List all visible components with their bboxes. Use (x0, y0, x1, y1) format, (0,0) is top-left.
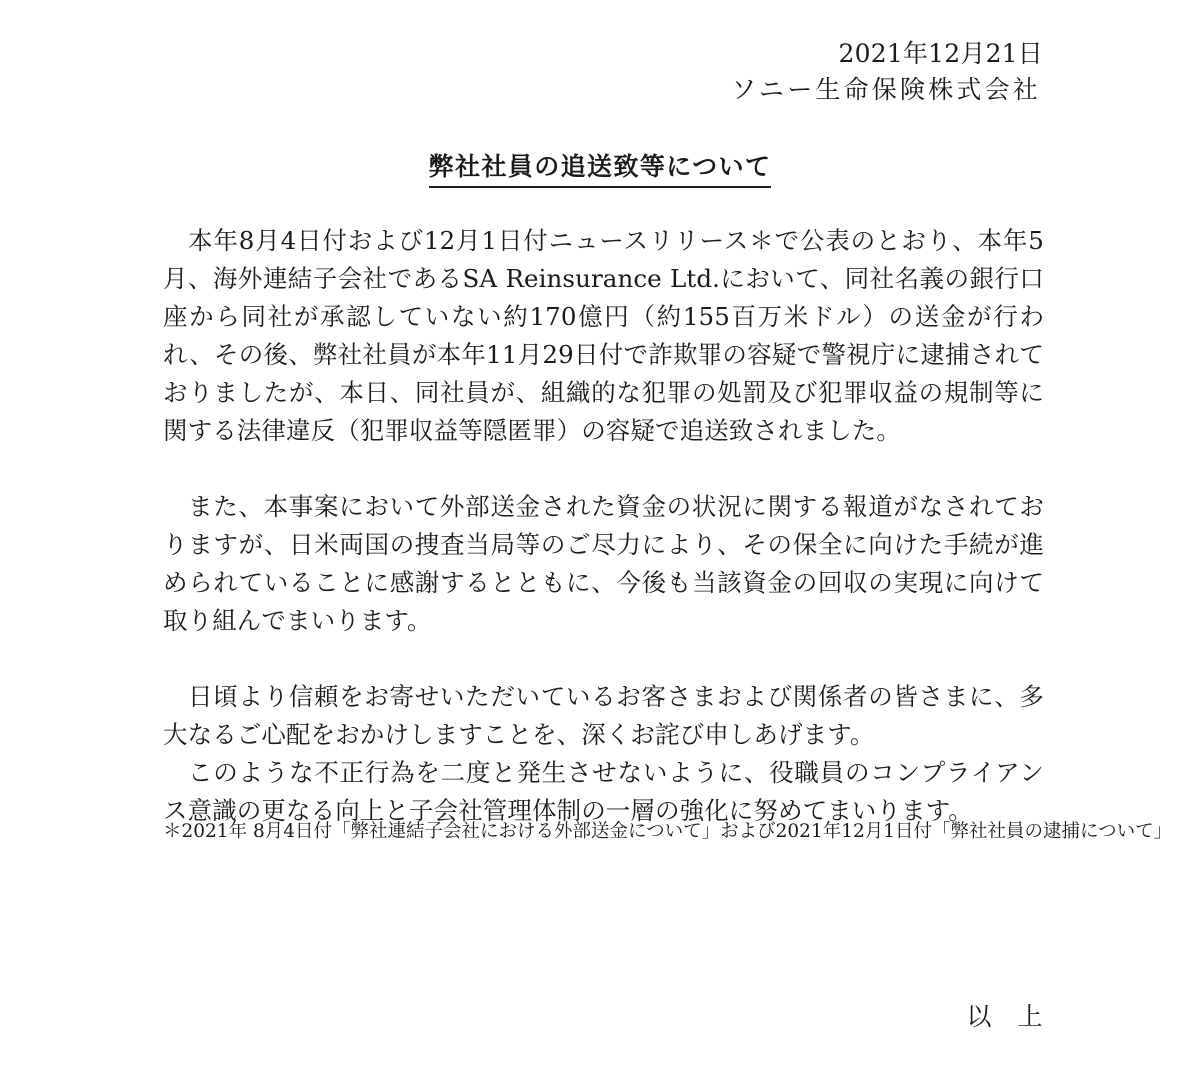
closing-mark: 以 上 (966, 1002, 1043, 1031)
release-date: 2021年12月21日 (838, 39, 1043, 68)
issuing-company-name: ソニー生命保険株式会社 (731, 75, 1041, 104)
body-paragraph-1: 本年8月4日付および12月1日付ニュースリリース＊で公表のとおり、本年5月、海外連結子会社であるSA Reinsurance Ltd.において、同社名義の銀行口座から同社が承認していない約170億円（約155百万米ドル）の送金が行われ、その後、弊社社員が本年11月29日付で詐欺罪の容疑で警視庁に逮捕されておりましたが、本日、同社員が、組織的な犯罪の処罰及び犯罪収益の規制等に関する法律違反（犯罪収益等隠匿罪）の容疑で追送致されました。 (163, 226, 1044, 445)
footnote-reference: ＊2021年 8月4日付「弊社連結子会社における外部送金について」および2021年12月1日付「弊社社員の逮捕について」 (163, 821, 1173, 842)
body-paragraph-4: このような不正行為を二度と発生させないように、役職員のコンプライアンス意識の更なる向上と子会社管理体制の一層の強化に努めてまいります。 (163, 758, 1044, 825)
document-body (163, 222, 1044, 830)
body-paragraph-2: また、本事案において外部送金された資金の状況に関する報道がなされておりますが、日米両国の捜査当局等のご尽力により、その保全に向けた手続が進められていることに感謝するとともに、今後も当該資金の回収の実現に向けて取り組んでまいります。 (163, 492, 1044, 635)
document-header (0, 36, 1043, 108)
page-title: 弊社社員の追送致等について (429, 150, 772, 188)
body-paragraph-3: 日頃より信頼をお寄せいただいているお客さまおよび関係者の皆さまに、多大なるご心配をおかけしますことを、深くお詫び申しあげます。 (163, 682, 1044, 749)
page-title-container (0, 150, 1200, 188)
